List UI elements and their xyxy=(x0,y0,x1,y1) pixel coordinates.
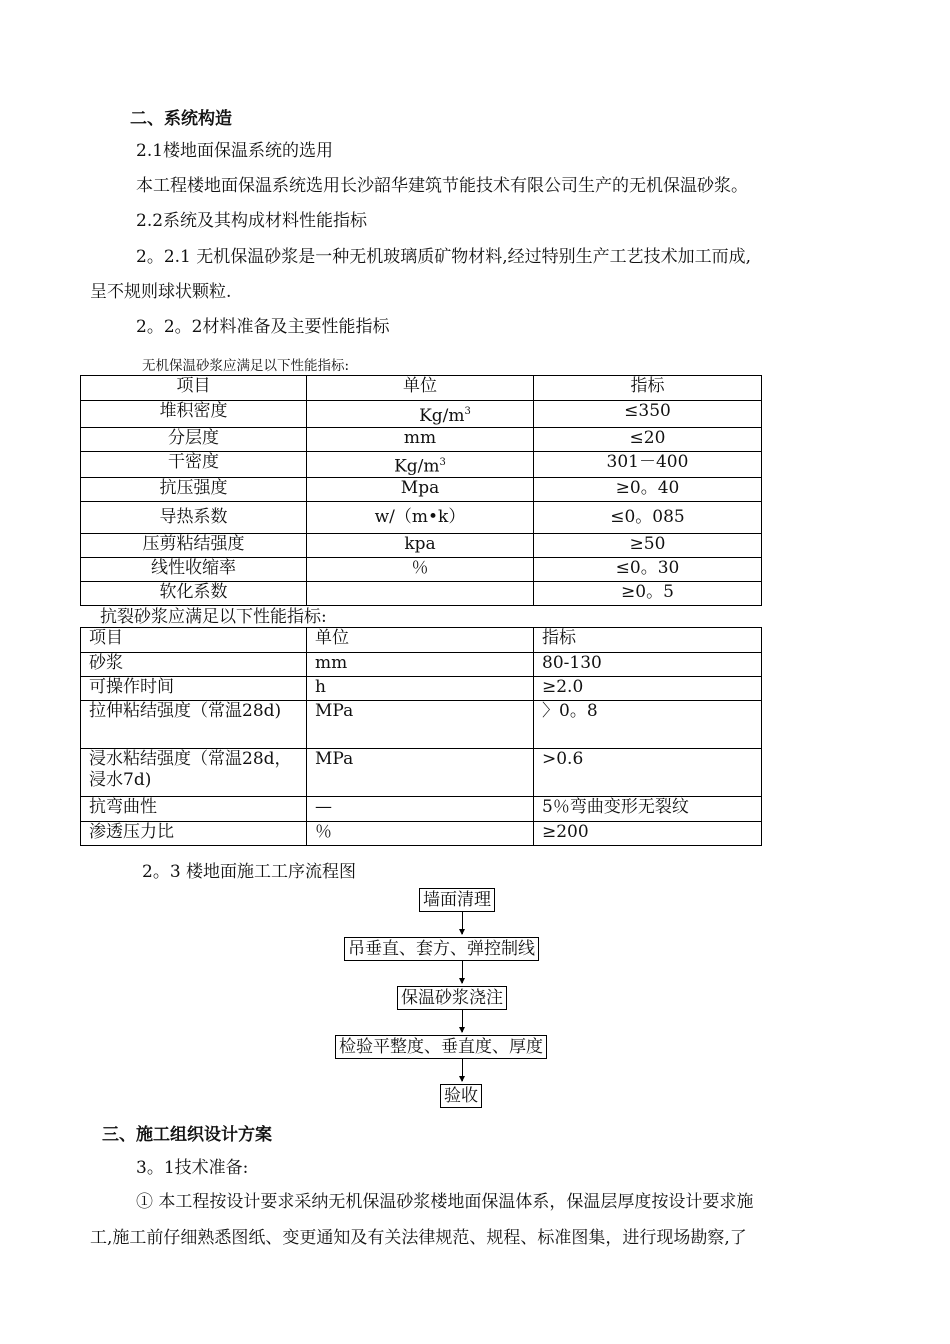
table1-cell-item: 干密度 xyxy=(81,451,307,478)
table1-cell-unit: Mpa xyxy=(307,478,534,502)
table-row xyxy=(81,502,762,534)
table1-cell-item: 抗压强度 xyxy=(81,478,307,502)
table1-header-row xyxy=(81,376,762,401)
table-row xyxy=(81,701,762,749)
table2-cell-index: 〉0。8 xyxy=(534,701,762,749)
unit-superscript: 3 xyxy=(439,456,446,468)
table1-cell-unit: w/（m•k） xyxy=(307,502,534,534)
section-heading-2: 二、系统构造 xyxy=(130,109,232,129)
table2-cell-unit: — xyxy=(307,797,534,822)
table-row xyxy=(81,822,762,846)
table1-cell-unit: kpa xyxy=(307,534,534,558)
table2-cell-unit: h xyxy=(307,677,534,701)
flow-step-4: 检验平整度、垂直度、厚度 xyxy=(335,1035,547,1059)
paragraph-2-1: 本工程楼地面保温系统选用长沙韶华建筑节能技术有限公司生产的无机保温砂浆。 xyxy=(136,176,748,196)
table2-cell-item: 浸水粘结强度（常温28d，浸水7d) xyxy=(81,749,307,797)
table-row xyxy=(81,582,762,606)
table2-cell-item: 拉伸粘结强度（常温28d) xyxy=(81,701,307,749)
table2-cell-index: 5％弯曲变形无裂纹 xyxy=(534,797,762,822)
table2-cell-unit: mm xyxy=(307,653,534,677)
table1-cell-index: ≤20 xyxy=(534,427,762,451)
flow-step-5: 验收 xyxy=(440,1084,482,1108)
subsection-title-2-3: 2。3 楼地面施工工序流程图 xyxy=(142,862,357,882)
flow-step-2: 吊垂直、套方、弹控制线 xyxy=(344,937,539,961)
table1-caption: 无机保温砂浆应满足以下性能指标: xyxy=(142,358,350,374)
table2-cell-item: 可操作时间 xyxy=(81,677,307,701)
paragraph-3-1-line1: ① 本工程按设计要求采纳无机保温砂浆楼地面保温体系，保温层厚度按设计要求施 xyxy=(136,1192,754,1212)
table2-caption: 抗裂砂浆应满足以下性能指标: xyxy=(100,607,327,627)
table2-cell-unit: MPa xyxy=(307,749,534,797)
flow-step-3: 保温砂浆浇注 xyxy=(397,986,507,1010)
subsection-title-2-1: 2.1楼地面保温系统的选用 xyxy=(136,141,334,161)
table1-header-index: 指标 xyxy=(534,376,762,401)
unit-text: Kg/m xyxy=(419,405,465,426)
table2-cell-index: ≥200 xyxy=(534,822,762,846)
table1-cell-index: ≤0。085 xyxy=(534,502,762,534)
table1-cell-index: ≥0。40 xyxy=(534,478,762,502)
table-row xyxy=(81,558,762,582)
table-row xyxy=(81,401,762,428)
table1-cell-unit xyxy=(307,582,534,606)
table2-cell-item: 渗透压力比 xyxy=(81,822,307,846)
table1-cell-index: ≤350 xyxy=(534,401,762,428)
table-anticrack-mortar xyxy=(80,627,762,846)
table-row xyxy=(81,749,762,797)
paragraph-2-2-1-line2: 呈不规则球状颗粒. xyxy=(90,282,232,302)
table2-cell-item: 抗弯曲性 xyxy=(81,797,307,822)
paragraph-3-1-line2: 工,施工前仔细熟悉图纸、变更通知及有关法律规范、规程、标准图集，进行现场勘察,了 xyxy=(90,1228,747,1248)
table1-cell-index: 301－400 xyxy=(534,451,762,478)
arrow-down-icon xyxy=(462,961,463,983)
table1-cell-unit xyxy=(307,401,534,428)
table2-cell-index: 80-130 xyxy=(534,653,762,677)
table1-cell-unit: mm xyxy=(307,427,534,451)
table-row xyxy=(81,677,762,701)
table1-cell-unit xyxy=(307,451,534,478)
flow-step-1: 墙面清理 xyxy=(419,888,495,912)
table-row xyxy=(81,653,762,677)
table2-header-index: 指标 xyxy=(534,628,762,653)
table1-header-item: 项目 xyxy=(81,376,307,401)
table1-cell-item: 分层度 xyxy=(81,427,307,451)
paragraph-2-2-1-line1: 2。2.1 无机保温砂浆是一种无机玻璃质矿物材料,经过特别生产工艺技术加工而成, xyxy=(136,247,752,267)
table-row xyxy=(81,478,762,502)
section-heading-3: 三、施工组织设计方案 xyxy=(102,1125,272,1145)
table1-cell-index: ≤0。30 xyxy=(534,558,762,582)
unit-text: Kg/m xyxy=(394,456,440,477)
table2-cell-unit: ％ xyxy=(307,822,534,846)
table1-cell-item: 压剪粘结强度 xyxy=(81,534,307,558)
table1-cell-item: 软化系数 xyxy=(81,582,307,606)
arrow-down-icon xyxy=(462,912,463,934)
table1-cell-item: 堆积密度 xyxy=(81,401,307,428)
table2-header-row xyxy=(81,628,762,653)
table-row xyxy=(81,427,762,451)
table1-cell-index: ≥50 xyxy=(534,534,762,558)
subsection-title-2-2-2: 2。2。2材料准备及主要性能指标 xyxy=(136,317,390,337)
table-row xyxy=(81,797,762,822)
table1-cell-item: 导热系数 xyxy=(81,502,307,534)
table2-cell-index: ≥2.0 xyxy=(534,677,762,701)
table-row xyxy=(81,534,762,558)
subsection-title-2-2: 2.2系统及其构成材料性能指标 xyxy=(136,211,368,231)
table2-header-item: 项目 xyxy=(81,628,307,653)
arrow-down-icon xyxy=(462,1059,463,1081)
table-row xyxy=(81,451,762,478)
arrow-down-icon xyxy=(462,1010,463,1032)
table1-cell-index: ≥0。5 xyxy=(534,582,762,606)
table2-cell-item: 砂浆 xyxy=(81,653,307,677)
subsection-title-3-1: 3。1技术准备: xyxy=(136,1158,249,1178)
table1-cell-unit: ％ xyxy=(307,558,534,582)
unit-superscript: 3 xyxy=(464,406,471,417)
table2-cell-index: >0.6 xyxy=(534,749,762,797)
table-insulation-mortar xyxy=(80,375,762,606)
table2-cell-unit: MPa xyxy=(307,701,534,749)
table1-cell-item: 线性收缩率 xyxy=(81,558,307,582)
table1-header-unit: 单位 xyxy=(307,376,534,401)
table2-header-unit: 单位 xyxy=(307,628,534,653)
